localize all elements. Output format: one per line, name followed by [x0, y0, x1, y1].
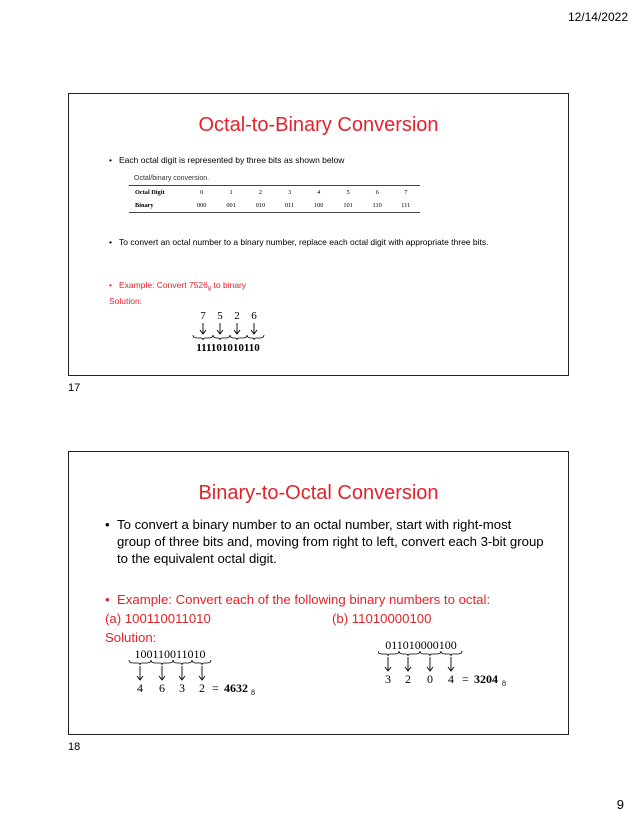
bullet-example: [109, 280, 529, 296]
binary-input: 100110011010: [134, 647, 206, 661]
table-cell: 5: [333, 186, 362, 200]
slide-octal-to-binary: [68, 93, 569, 376]
octal-result: 4632: [224, 681, 248, 695]
table-cell: 001: [216, 199, 245, 213]
equals-sign: =: [462, 672, 469, 686]
octal-digit: 6: [251, 310, 257, 322]
down-arrow-icon: [137, 666, 205, 680]
row-header: Octal Digit: [129, 186, 187, 200]
solution-label: Solution:: [109, 296, 143, 306]
bullet-icon: •: [109, 155, 112, 165]
example-text: Example: Convert $7526_8$ to binary: [119, 280, 247, 293]
table-cell: 101: [333, 199, 362, 213]
solution-octal-to-binary-figure: [189, 308, 279, 358]
slide-title: Binary-to-Octal Conversion: [198, 482, 439, 504]
table-cell: 110: [363, 199, 392, 213]
bullet-icon: •: [109, 280, 112, 290]
bullet-icon: •: [105, 592, 110, 607]
octal-digit: 0: [427, 672, 433, 686]
octal-digit: 2: [234, 310, 240, 322]
table-cell: 011: [275, 199, 304, 213]
octal-digit: 3: [385, 672, 391, 686]
octal-binary-table: [129, 185, 420, 213]
octal-digit: 6: [159, 681, 165, 695]
page-number: 9: [616, 797, 624, 812]
example-text: Example: Convert each of the following binary numbers to octal:: [117, 592, 491, 607]
octal-digit: 2: [405, 672, 411, 686]
table-cell: 100: [304, 199, 333, 213]
octal-digit: 7: [200, 310, 206, 322]
slide-title: Octal-to-Binary Conversion: [198, 114, 439, 136]
octal-digit: 2: [199, 681, 205, 695]
table-cell: 2: [246, 186, 275, 200]
table-row: [129, 186, 420, 200]
example-subscript: 8: [207, 286, 212, 293]
solution-label: Solution:: [105, 630, 157, 645]
solution-a-figure: [127, 647, 292, 697]
equals-sign: =: [212, 681, 219, 695]
bullet-icon: •: [109, 237, 112, 247]
table-cell: 4: [304, 186, 333, 200]
example-part-b: (b) 11010000100: [332, 611, 432, 626]
octal-digit: 3: [179, 681, 185, 695]
solution-b-figure: [378, 638, 548, 688]
octal-result-subscript: 8: [502, 679, 506, 688]
slide-number: 17: [68, 382, 81, 394]
table-cell: 6: [363, 186, 392, 200]
octal-digit: 4: [448, 672, 454, 686]
octal-digit: 5: [217, 310, 223, 322]
table-cell: 1: [216, 186, 245, 200]
page-date: 12/14/2022: [567, 10, 628, 24]
bullet-text: To convert an octal number to a binary number, replace each octal digit with appropriate three bits.: [119, 237, 489, 247]
octal-result-subscript: 8: [251, 688, 255, 697]
row-header: Binary: [129, 199, 187, 213]
table-cell: 000: [187, 199, 216, 213]
bullet-example: [105, 591, 545, 608]
down-arrow-icon: [200, 323, 257, 334]
bullet-octal-digit-bits: [109, 155, 539, 166]
slide-binary-to-octal: [68, 451, 569, 735]
table-cell: 7: [392, 186, 420, 200]
bullet-icon: •: [105, 517, 110, 532]
table-cell: 0: [187, 186, 216, 200]
table-cell: 111: [392, 199, 420, 213]
table-cell: 010: [246, 199, 275, 213]
bullet-binary-to-octal-rule: [105, 516, 545, 567]
bullet-text: To convert a binary number to an octal number, start with right-most group of three bits and, moving from right to left, convert each 3-bit group to the equivalent octal digit.: [117, 517, 544, 566]
bullet-text: Each octal digit is represented by three bits as shown below: [119, 155, 345, 165]
slide-number: 18: [68, 741, 81, 753]
binary-result: 111101010110: [196, 342, 260, 354]
octal-result: 3204: [474, 672, 498, 686]
down-arrow-icon: [385, 657, 454, 671]
table-cell: 3: [275, 186, 304, 200]
group-brace-icon: [193, 335, 264, 340]
table-caption: Octal/binary conversion.: [134, 175, 210, 182]
binary-input: 011010000100: [385, 638, 457, 652]
bullet-convert-rule: [109, 237, 529, 248]
example-part-a: (a) 100110011010: [105, 611, 211, 626]
octal-digit: 4: [137, 681, 143, 695]
table-row: [129, 199, 420, 213]
